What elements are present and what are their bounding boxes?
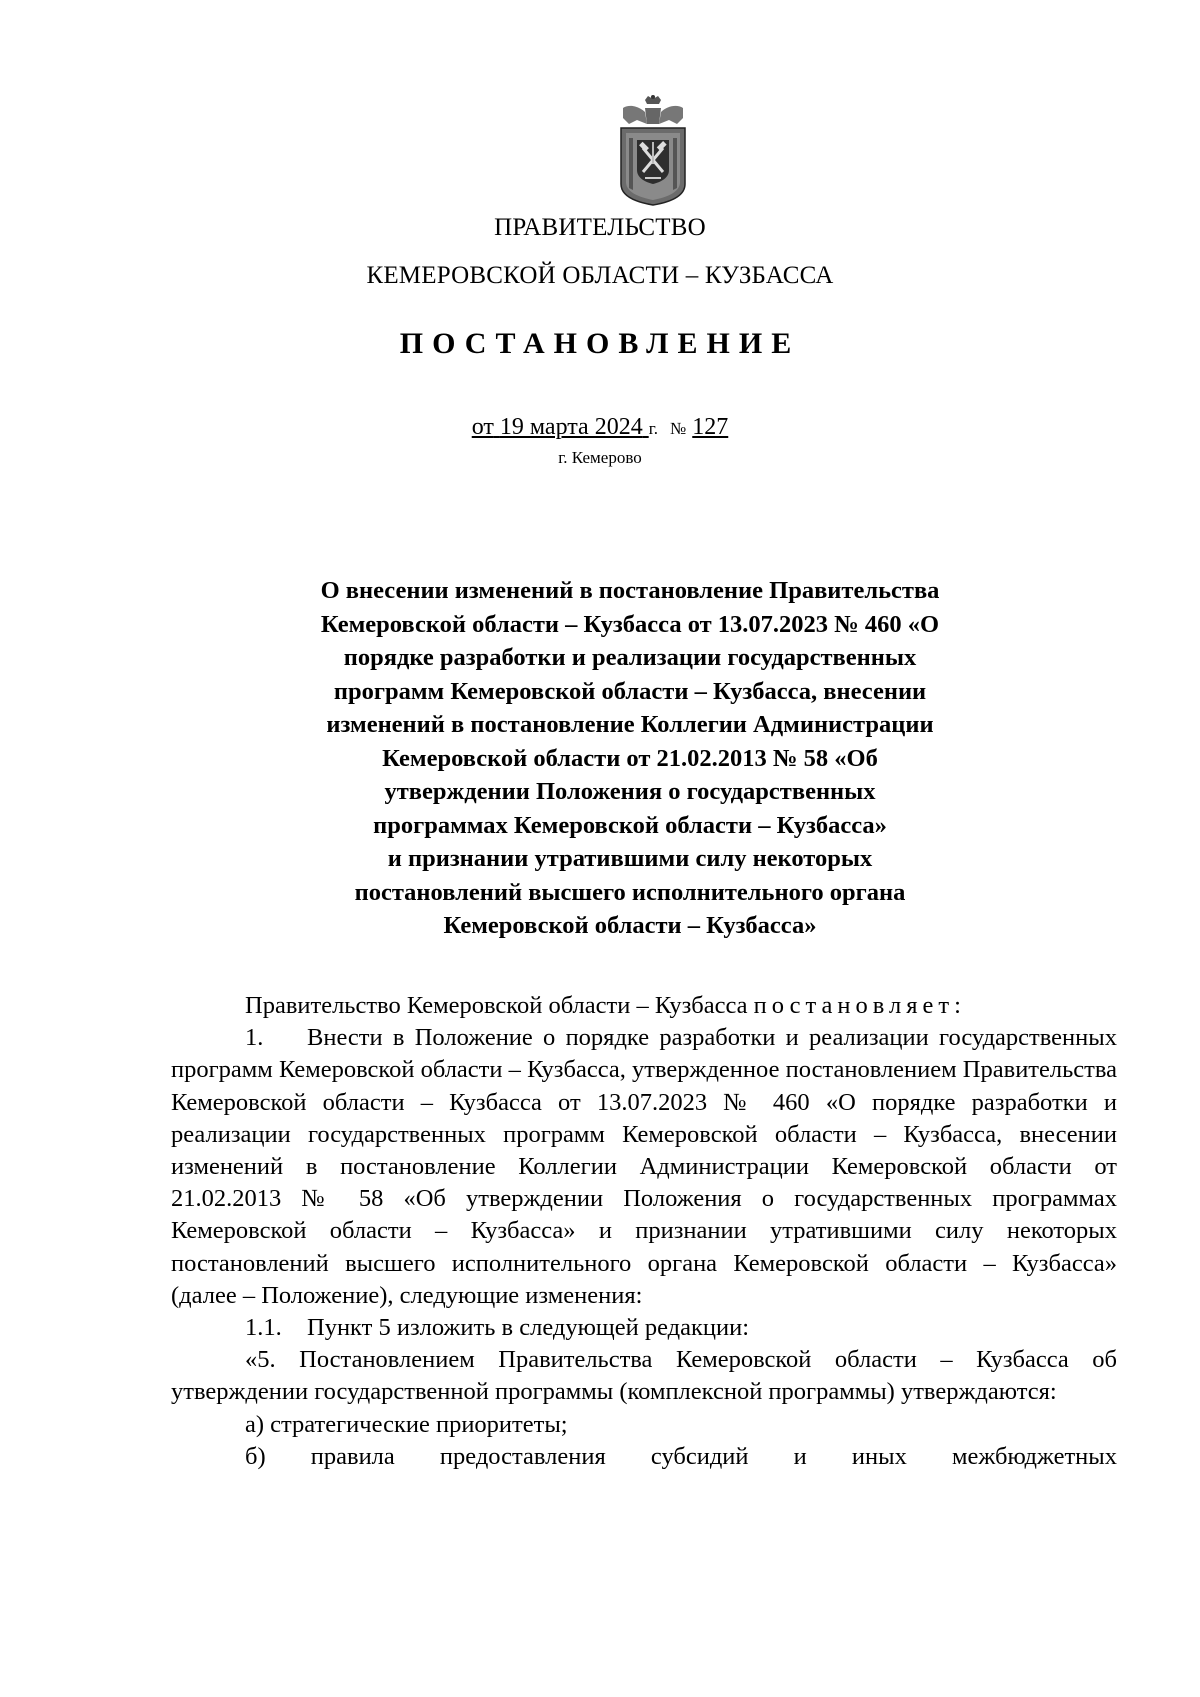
document-body (171, 990, 1117, 1473)
paragraph-5: «5. Постановлением Правительства Кемеровской области – Кузбасса об утверждении государственной программы (комплексной программы) утверждаются: (171, 1346, 1117, 1406)
date-prefix: от (471, 414, 494, 440)
title-line: программах Кемеровской области – Кузбасса» (373, 811, 887, 839)
coat-of-arms-icon (615, 94, 691, 206)
date-number-line (0, 414, 1200, 441)
year-suffix: г. (648, 419, 659, 438)
title-line: О внесении изменений в постановление Правительства (320, 577, 940, 604)
document-title (240, 574, 1020, 943)
item-1-text: Внести в Положение о порядке разработки и реализации государственных программ Кемеровской области – Кузбасса, утвержденное постановлением Правительства Кемеровской области – Кузбасса от 13.07.2023 № 460 «О порядке разработки и реализации государственных программ Кемеровской области – Кузбасса, внесении изменений в постановление Коллегии Администрации Кемеровской области от 21.02.2013 № 58 «Об утверждении Положения о государственных программах Кемеровской области – Кузбасса» и признании утратившими силу некоторых постановлений высшего исполнительного органа Кемеровской области – Кузбасса» (далее – Положение), следующие изменения: (171, 1024, 1117, 1309)
intro-text: Правительство Кемеровской области – Кузбасса (245, 992, 748, 1019)
document-type-heading: ПОСТАНОВЛЕНИЕ (399, 327, 801, 360)
title-line: изменений в постановление Коллегии Администрации (326, 711, 934, 738)
title-line: и признании утратившими силу некоторых (387, 845, 873, 872)
date-field (472, 414, 649, 440)
title-line: программ Кемеровской области – Кузбасса, внесении (333, 677, 927, 705)
number-sign: № (670, 419, 687, 438)
item-1-1-text: Пункт 5 изложить в следующей редакции: (307, 1314, 750, 1342)
item-1-1 (171, 1312, 1117, 1344)
item-1-1-number: 1.1. (245, 1314, 282, 1342)
title-line: утверждении Положения о государственных (384, 778, 876, 805)
resolution-intro (171, 990, 1117, 1022)
city-label: г. Кемерово (558, 448, 642, 467)
title-line: порядке разработки и реализации государственных (343, 644, 917, 671)
title-line: Кемеровской области – Кузбасса» (443, 912, 817, 939)
subitem-b: б) правила предоставления субсидий и иных межбюджетных (245, 1442, 1117, 1470)
government-name-line-1: ПРАВИТЕЛЬСТВО (494, 214, 706, 241)
document-number: 127 (692, 414, 729, 440)
title-line: Кемеровской области от 21.02.2013 № 58 «Об (382, 744, 878, 772)
item-1 (171, 1022, 1117, 1312)
government-name-line-2: КЕМЕРОВСКОЙ ОБЛАСТИ – КУЗБАССА (366, 262, 834, 289)
intro-resolves: постановляет: (753, 992, 966, 1019)
title-line: Кемеровской области – Кузбасса от 13.07.2023 № 460 «О (320, 610, 940, 638)
title-line: постановлений высшего исполнительного органа (354, 878, 906, 906)
date-value: 19 марта 2024 (499, 414, 643, 440)
item-1-number: 1. (245, 1024, 264, 1052)
subitem-a: а) стратегические приоритеты; (245, 1410, 568, 1438)
